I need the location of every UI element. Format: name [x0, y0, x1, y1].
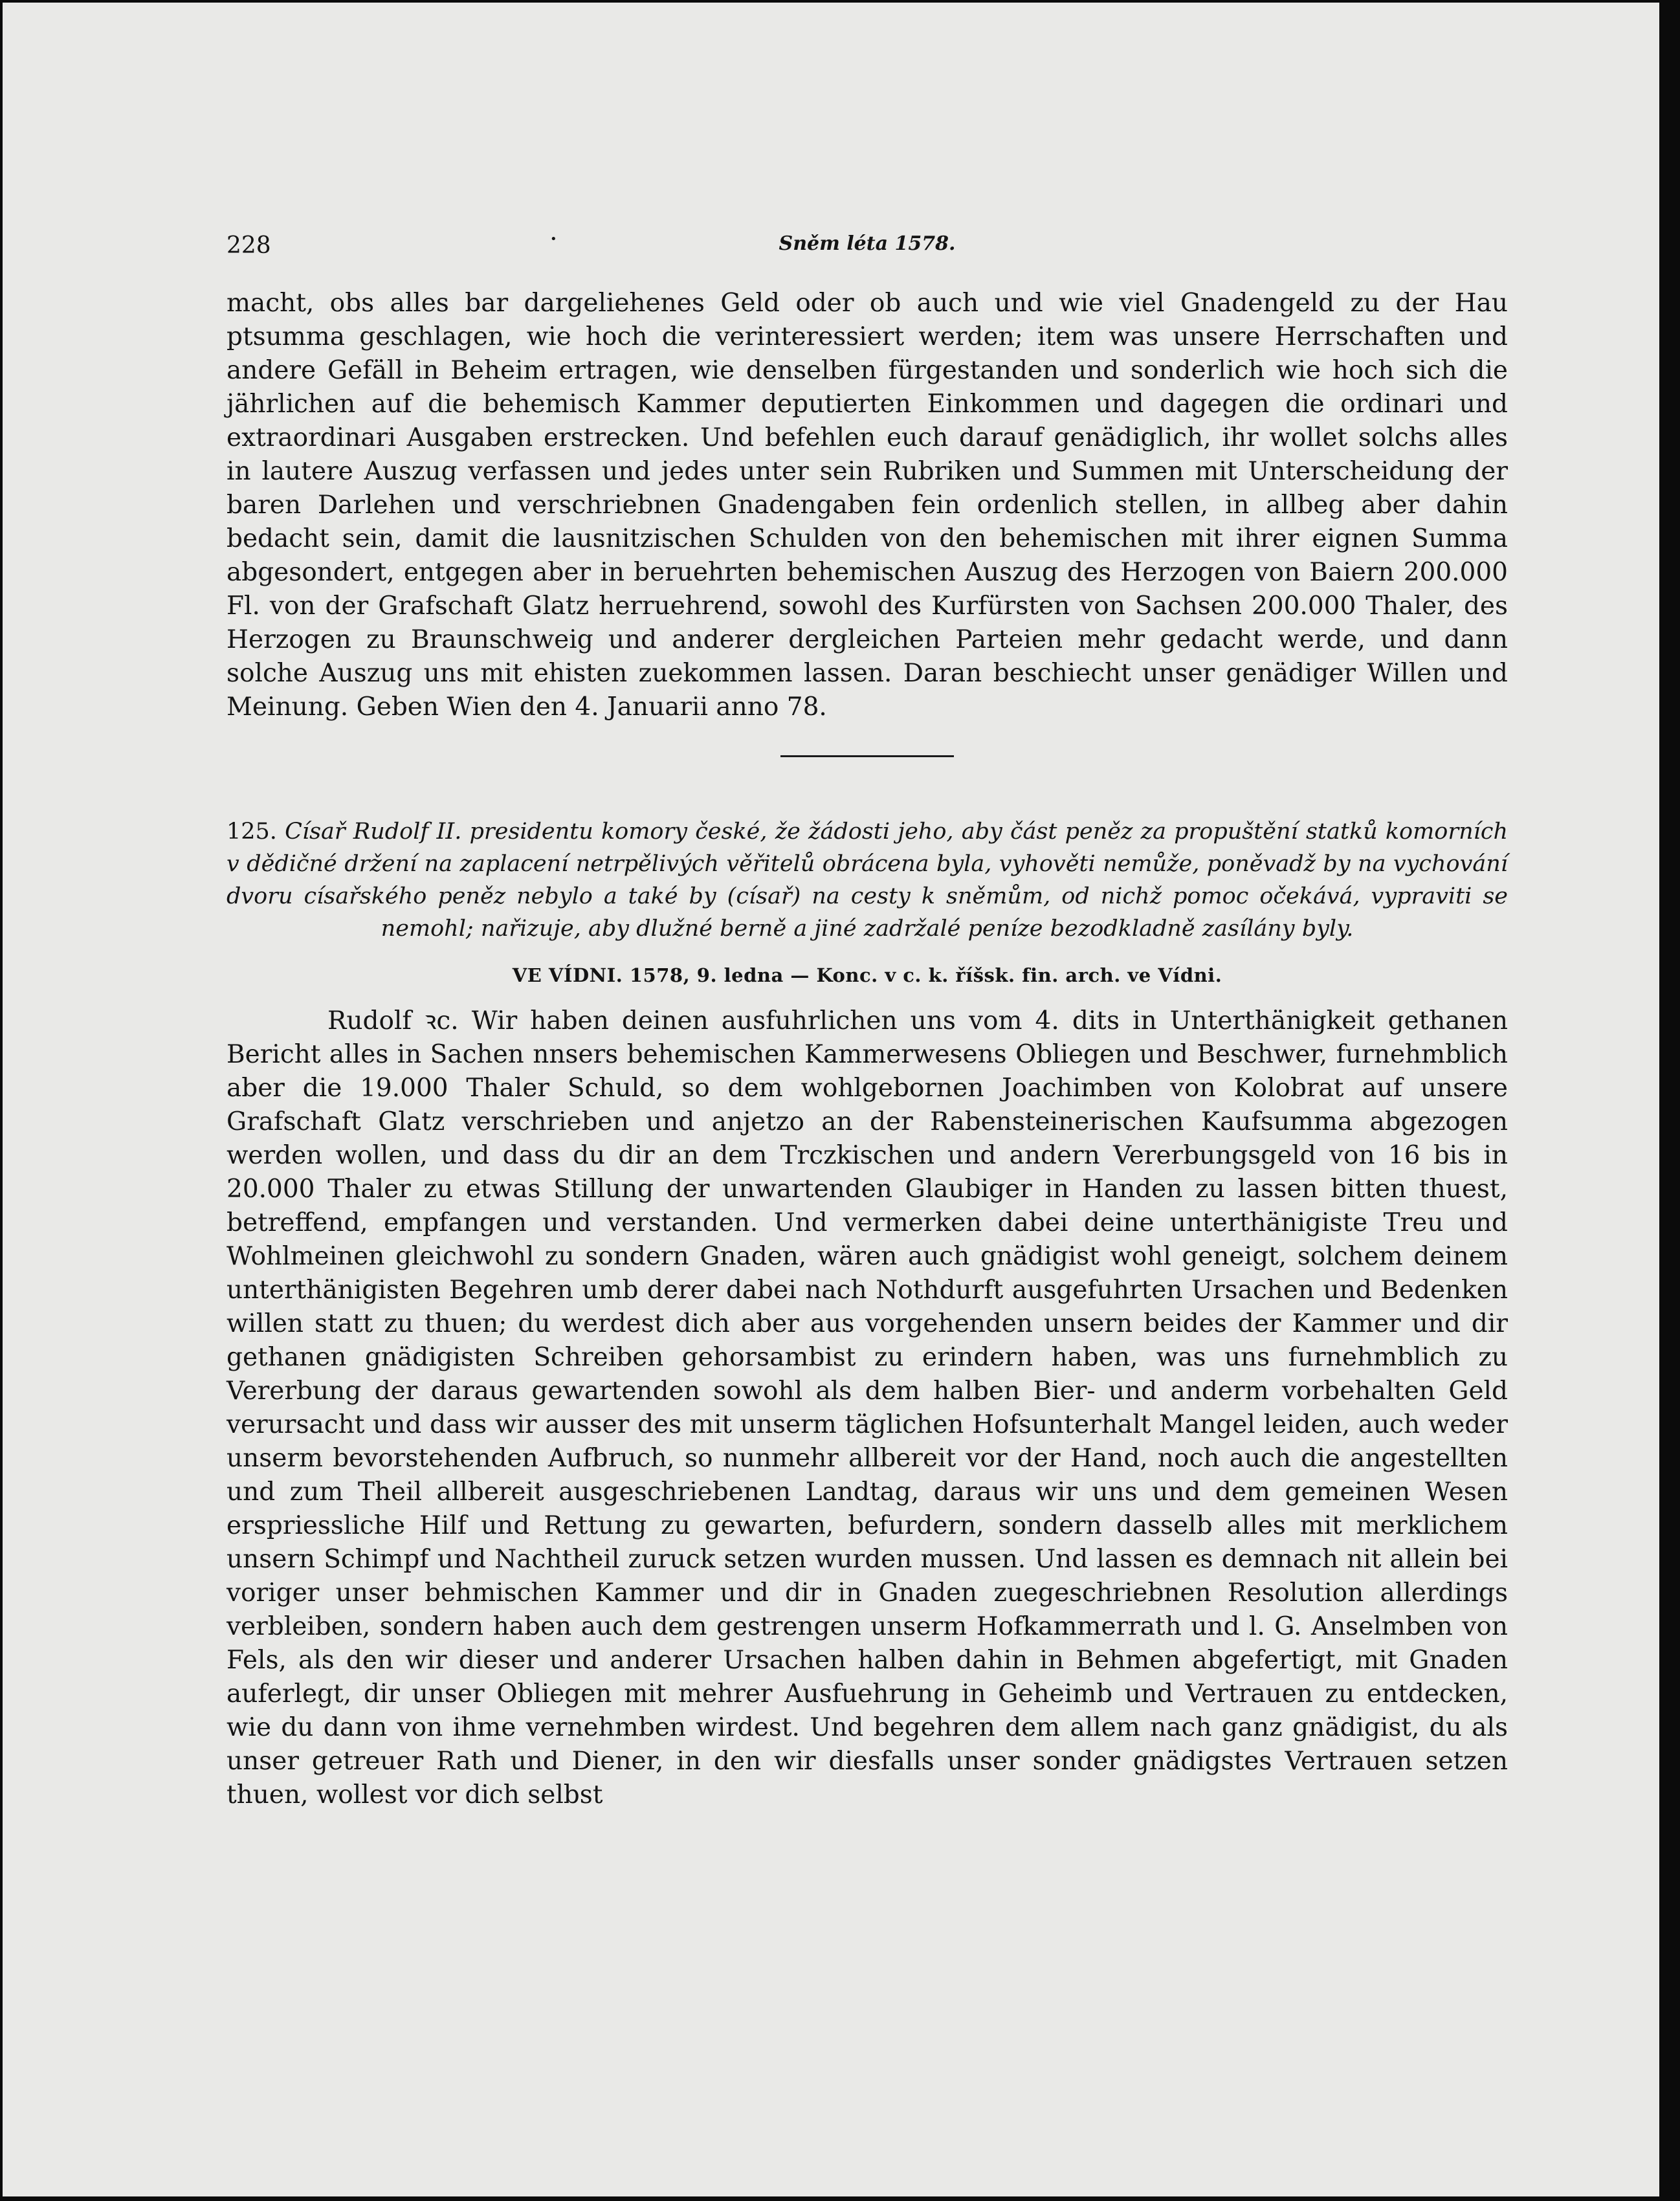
entry-dateline: VE VÍDNI. 1578, 9. ledna — Konc. v c. k. říšsk. fin. arch. ve Vídni.: [512, 964, 1222, 986]
running-head: [227, 232, 1508, 261]
running-head-mark: •: [550, 232, 557, 246]
continuation-paragraph: macht, obs alles bar dargeliehenes Geld oder ob auch und wie viel Gnadengeld zu der Hau ptsumma geschlagen, wie hoch die verinteressiert werden; item was unsere Herrschaften und andere Gefäll in Beheim ertragen, wie denselben fürgestanden und sonderlich wie hoch sich die jährlichen auf die behemisch Kammer deputierten Einkommen und dagegen die ordinari und extraordinari Ausgaben erstrecken. Und befehlen euch darauf genädiglich, ihr wollet solchs alles in lautere Auszug verfassen und jedes unter sein Rubriken und Summen mit Unterscheidung der baren Darlehen und verschriebnen Gnadengaben fein ordenlich stellen, in allbeg aber dahin bedacht sein, damit die lausnitzischen Schulden von den behemischen mit ihrer eignen Summa abgesondert, entgegen aber in beruehrten behemischen Auszug des Herzogen von Baiern 200.000 Fl. von der Grafschaft Glatz herruehrend, sowohl des Kurfürsten von Sachsen 200.000 Thaler, des Herzogen zu Braunschweig und anderer dergleichen Parteien mehr gedacht werde, und dann solche Auszug uns mit ehisten zuekommen lassen. Daran beschiecht unser genädiger Willen und Meinung. Geben Wien den 4. Januarii anno 78.: [227, 289, 1508, 722]
entry-regest-text: Císař Rudolf II. presidentu komory české, že žádosti jeho, aby část peněz za propuštění statků komorních v dědičné držení na zaplacení netrpělivých věřitelů obrácena byla, vyhověti nemůže, poněvadž by na vychování dvoru císařského peněz nebylo a také by (císař) na cesty k sněmům, od nichž pomoc očekává, vypraviti se nemohl; nařizuje, aby dlužné berně a jiné zadržalé peníze bezodkladně zasílány byly.: [227, 819, 1508, 942]
entry-regest: [227, 815, 1508, 945]
page-number: 228: [227, 232, 271, 259]
entry-body-paragraph: Rudolf ꝛc. Wir haben deinen ausfuhrlichen uns vom 4. dits in Unterthänigkeit gethanen Bericht alles in Sachen nnsers behemischen Kammerwesens Obliegen und Beschwer, furnehmblich aber die 19.000 Thaler Schuld, so dem wohlgebornen Joachimben von Kolobrat auf unsere Grafschaft Glatz verschrieben und anjetzo an der Rabensteinerischen Kaufsumma abgezogen werden wollen, und dass du dir an dem Trczkischen und andern Vererbungsgeld von 16 bis in 20.000 Thaler zu etwas Stillung der unwartenden Glaubiger in Handen zu lassen bitten thuest, betreffend, empfangen und verstanden. Und vermerken dabei deine unterthänigiste Treu und Wohlmeinen gleichwohl zu sondern Gnaden, wären auch gnädigist wohl geneigt, solchem deinem unterthänigisten Begehren umb derer dabei nach Nothdurft ausgefuhrten Ursachen und Bedenken willen statt zu thuen; du werdest dich aber aus vorgehenden unsern beides der Kammer und dir gethanen gnädigisten Schreiben gehorsambist zu erindern haben, was uns furnehmblich zu Vererbung der daraus gewartenden sowohl als dem halben Bier- und anderm vorbehalten Geld verursacht und dass wir ausser des mit unserm täglichen Hofsunterhalt Mangel leiden, auch weder unserm bevorstehenden Aufbruch, so nunmehr allbereit vor der Hand, noch auch die angestellten und zum Theil allbereit ausgeschriebenen Landtag, daraus wir uns und dem gemeinen Wesen erspriessliche Hilf und Rettung zu gewarten, befurdern, sondern dasselb alles mit merklichem unsern Schimpf und Nachtheil zuruck setzen wurden mussen. Und lassen es demnach nit allein bei voriger unser behmischen Kammer und dir in Gnaden zuegeschriebnen Resolution allerdings verbleiben, sondern haben auch dem gestrengen unserm Hofkammerrath und l. G. Anselmben von Fels, als den wir dieser und anderer Ursachen halben dahin in Behmen abgefertigt, mit Gnaden auferlegt, dir unser Obliegen mit mehrer Ausfuehrung in Geheimb und Vertrauen zu entdecken, wie du dann von ihme vernehmben wirdest. Und begehren dem allem nach ganz gnädigist, du als unser getreuer Rath und Diener, in den wir diesfalls unser sonder gnädigstes Vertrauen setzen thuen, wollest vor dich selbst: [227, 1006, 1508, 1809]
entry-number: 125.: [227, 819, 277, 845]
running-head-title: Sněm léta 1578.: [779, 232, 956, 255]
scanned-page: [3, 3, 1659, 2196]
page-content: [227, 232, 1508, 1812]
section-divider: [780, 755, 954, 757]
